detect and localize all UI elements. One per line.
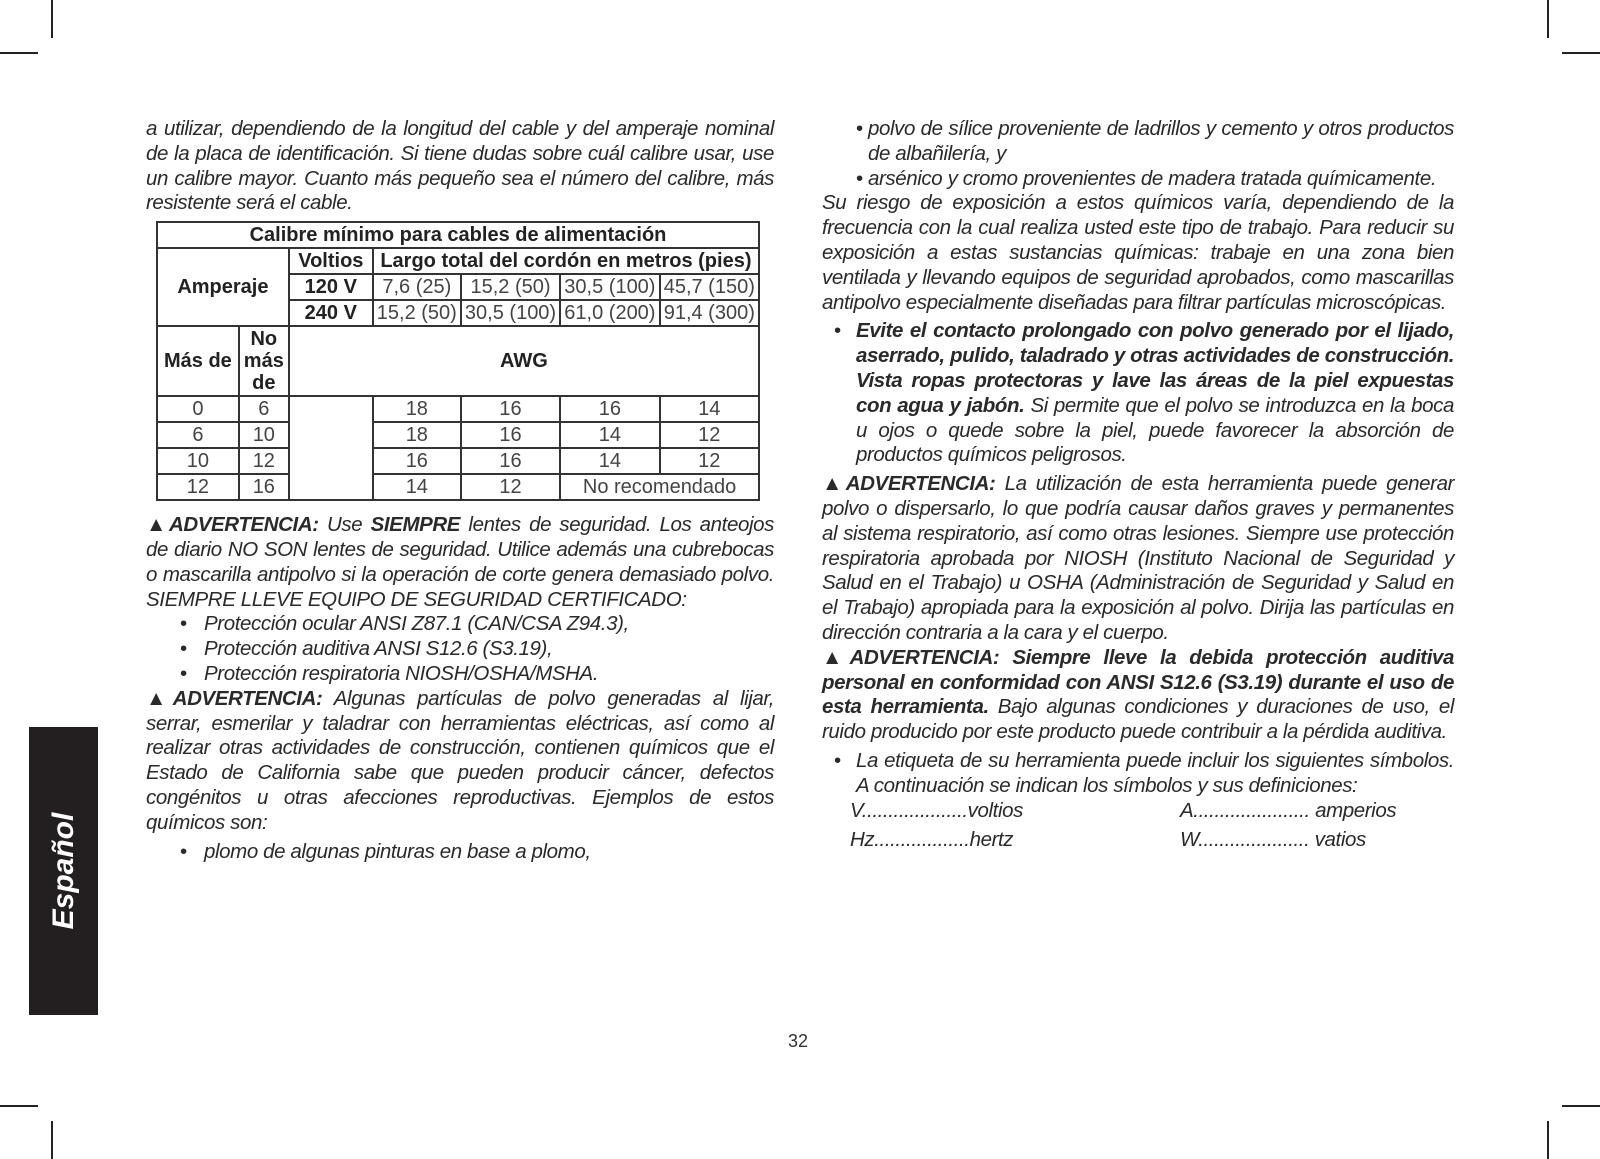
warning-triangle-icon: ▲ [146, 686, 173, 710]
warning-text: La utilización de esta herramienta puede generar polvo o dispersarlo, lo que podría causar daños graves y permanentes al sistema respiratorio, así como otras lesiones. Siempre use protección respiratoria aprobada por NIOSH (Instituto Nacional de Seguridad y Salud en el Trabajo) u OSHA (Administración de Seguridad y Salud en el Trabajo) apropiada para la exposición al polvo. Dirija las partículas en dirección contraria a la cara y el cuerpo. [822, 472, 1454, 644]
amp-to: 6 [239, 396, 289, 422]
list-item: • Protección ocular ANSI Z87.1 (CAN/CSA Z94.3), [146, 612, 774, 637]
awg-cell: 14 [373, 474, 461, 500]
avoid-contact-text: Si permite que el polvo se introduzca en la boca u ojos o quede sobre la piel, puede favorecer la absorción de productos químicos peligrosos. [856, 393, 1454, 467]
awg-cell: 12 [660, 422, 759, 448]
empty-cell [289, 396, 373, 500]
exposure-paragraph: Su riesgo de exposición a estos químicos varía, dependiendo de la frecuencia con la cual realiza usted este tipo de trabajo. Para reducir su exposición a estas sustancias químicas: trabaje en una zona bien ventilada y llevando equipos de seguridad aprobados, como mascarillas antipolvo especialmente diseñadas para filtrar partículas microscópicas. [822, 191, 1454, 314]
warning-safety-glasses [146, 513, 774, 612]
warning-label: ADVERTENCIA: [845, 472, 996, 496]
warning-text: lentes de seguridad. Los anteojos de diario NO SON lentes de seguridad. Utilice además una cubrebocas o mascarilla antipolvo si la operación de corte genera demasiado polvo. SIEMPRE LLEVE EQUIPO DE SEGURIDAD CERTIFICADO: [146, 513, 774, 611]
awg-cell: 12 [461, 474, 560, 500]
language-tab [29, 727, 98, 1015]
awg-cell: 16 [461, 396, 560, 422]
length-cell: 7,6 (25) [373, 274, 461, 300]
length-cell: 30,5 (100) [461, 300, 560, 326]
voltios-header: Voltios [289, 248, 373, 274]
amp-from: 10 [157, 448, 239, 474]
symbol-definition: Hz..................hertz [850, 828, 1014, 852]
list-item: • Protección respiratoria NIOSH/OSHA/MSHA. [146, 662, 774, 687]
length-cell: 30,5 (100) [560, 274, 659, 300]
avoid-contact-emphasis: Evite el contacto prolongado con polvo generado por el lijado, aserrado, pulido, taladrado y otras actividades de construcción. Vista ropas protectoras y lave las áreas de la piel expuestas con agua y jabón. [856, 319, 1454, 417]
warning-triangle-icon: ▲ [146, 513, 169, 537]
not-recommended-cell: No recomendado [560, 474, 759, 500]
warning-emphasis: Siempre lleve la debida protección auditiva personal en conformidad con ANSI S12.6 (S3.19) durante el uso de esta herramienta. [822, 645, 1454, 719]
symbol-row [822, 799, 1454, 824]
awg-header: AWG [289, 326, 759, 396]
symbol-row [822, 828, 1454, 853]
mas-de-header: Más de [157, 326, 239, 396]
amp-to: 10 [239, 422, 289, 448]
length-cell: 15,2 (50) [373, 300, 461, 326]
intro-paragraph: a utilizar, dependiendo de la longitud del cable y del amperaje nominal de la placa de identificación. Si tiene dudas sobre cuál calibre usar, use un calibre mayor. Cuanto más pequeño sea el número del calibre, más resistente será el cable. [146, 117, 774, 215]
crop-mark [0, 1105, 38, 1107]
crop-mark [1562, 52, 1600, 54]
right-column [822, 117, 1454, 853]
list-item: • polvo de sílice proveniente de ladrillos y cemento y otros productos de albañilería, y [822, 117, 1454, 167]
amp-from: 0 [157, 396, 239, 422]
crop-mark [51, 1121, 53, 1159]
list-item: • plomo de algunas pinturas en base a plomo, [146, 840, 774, 865]
awg-cell: 14 [560, 448, 659, 474]
awg-cell: 14 [660, 396, 759, 422]
crop-mark [1562, 1105, 1600, 1107]
crop-mark [0, 52, 38, 54]
no-mas-de-header: No más de [239, 326, 289, 396]
amp-from: 6 [157, 422, 239, 448]
warning-emphasis: SIEMPRE [370, 513, 461, 537]
awg-cell: 16 [560, 396, 659, 422]
amp-to: 16 [239, 474, 289, 500]
language-tab-label: Español [46, 812, 80, 930]
awg-cell: 16 [461, 448, 560, 474]
awg-cell: 16 [461, 422, 560, 448]
warning-text: Use [318, 513, 371, 537]
crop-mark [1547, 1121, 1549, 1159]
warning-triangle-icon: ▲ [822, 645, 850, 669]
length-cell: 61,0 (200) [560, 300, 659, 326]
awg-cell: 18 [373, 396, 461, 422]
warning-label: ADVERTENCIA: [849, 645, 1000, 669]
amp-to: 12 [239, 448, 289, 474]
avoid-contact-item [822, 319, 1454, 468]
warning-respiratory [822, 472, 1454, 646]
list-item: • Protección auditiva ANSI S12.6 (S3.19), [146, 637, 774, 662]
length-cell: 15,2 (50) [461, 274, 560, 300]
symbol-definition: A...................... amperios [1180, 798, 1397, 822]
table-title: Calibre mínimo para cables de alimentación [157, 222, 759, 248]
length-header: Largo total del cordón en metros (pies) [373, 248, 759, 274]
voltage-120: 120 V [289, 274, 373, 300]
page-number: 32 [788, 1031, 809, 1051]
symbols-intro: • La etiqueta de su herramienta puede incluir los siguientes símbolos. A continuación se indican los símbolos y sus definiciones: [822, 749, 1454, 799]
warning-hearing [822, 646, 1454, 745]
awg-cell: 16 [373, 448, 461, 474]
length-cell: 45,7 (150) [660, 274, 759, 300]
crop-mark [1547, 0, 1549, 38]
warning-triangle-icon: ▲ [822, 472, 846, 496]
awg-cell: 12 [660, 448, 759, 474]
warning-text: Bajo algunas condiciones y duraciones de uso, el ruido producido por este producto puede contribuir a la pérdida auditiva. [822, 695, 1454, 744]
symbol-definition: W..................... vatios [1180, 828, 1366, 852]
warning-chemicals [146, 687, 774, 836]
awg-cell: 14 [560, 422, 659, 448]
amp-from: 12 [157, 474, 239, 500]
symbol-definition: V....................voltios [850, 798, 1023, 822]
warning-label: ADVERTENCIA: [172, 686, 323, 710]
crop-mark [51, 0, 53, 38]
amperaje-header: Amperaje [157, 248, 289, 326]
left-column [146, 117, 774, 864]
voltage-240: 240 V [289, 300, 373, 326]
warning-label: ADVERTENCIA: [168, 513, 319, 537]
list-item: • arsénico y cromo provenientes de madera tratada químicamente. [822, 167, 1454, 192]
cable-gauge-table [156, 221, 760, 501]
warning-text: Algunas partículas de polvo generadas al lijar, serrar, esmerilar y taladrar con herramientas eléctricas, así como al realizar otras actividades de construcción, contienen químicos que el Estado de California sabe que pueden producir cáncer, defectos congénitos u otras afecciones reproductivas. Ejemplos de estos químicos son: [146, 686, 775, 834]
length-cell: 91,4 (300) [660, 300, 759, 326]
awg-cell: 18 [373, 422, 461, 448]
